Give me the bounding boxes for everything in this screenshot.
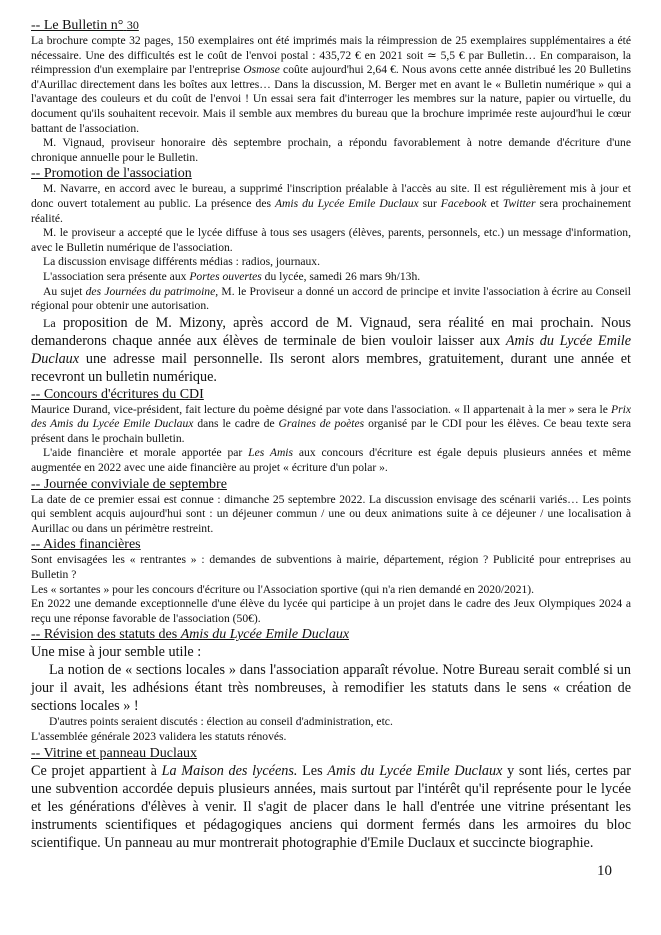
section-heading-aides: -- Aides financières	[31, 537, 141, 553]
document-page	[31, 16, 631, 852]
section-heading-concours: -- Concours d'écritures du CDI	[31, 386, 204, 402]
heading-text: -- Le Bulletin n°	[31, 18, 124, 33]
paragraph: Ce projet appartient à La Maison des lycéens. Les Amis du Lycée Emile Duclaux y sont liés, certes par une subvention accordée depuis plusieurs années, mais surtout par l'intérêt qu'il représente pour le lycée et les générations d'élèves à venir. Il s'agit de placer dans le hall d'entrée une vitrine présentant les instruments scientifiques et pédagogiques anciens qui dorment fermés dans les armoires du bloc scientifique. Un panneau au mur montrerait photographie d'Emile Duclaux et succincte biographie.	[31, 762, 631, 851]
paragraph: Sont envisagées les « rentrantes » : demandes de subventions à mairie, département, région ? Publicité pour entreprises au Bulletin ?	[31, 553, 631, 582]
paragraph: L'assemblée générale 2023 validera les statuts rénovés.	[31, 730, 287, 743]
paragraph: M. le proviseur a accepté que le lycée diffuse à tous ses usagers (élèves, parents, personnels, etc.) un message d'information, avec le Bulletin numérique de l'association.	[31, 226, 631, 254]
paragraph: D'autres points seraient discutés : élection au conseil d'administration, etc.	[49, 715, 393, 729]
section-heading-promotion: -- Promotion de l'association	[31, 166, 192, 182]
paragraph: L'aide financière et morale apportée par Les Amis aux concours d'écriture est égale depuis plusieurs années et même augmentée en 2022 avec une aide financière au projet « écriture d'un polar ».	[31, 446, 631, 475]
paragraph: En 2022 une demande exceptionnelle d'une élève du lycée qui participe à un projet dans le cadre des Jeux Olympiques 2024 a reçu une réponse favorable de l'association (50€).	[31, 597, 631, 625]
paragraph: La proposition de M. Mizony, après accord de M. Vignaud, sera réalité en mai prochain. Nous demanderons chaque année aux élèves de terminale de bien vouloir laisser aux Amis du Lycée Emile Duclaux une adresse mail personnelle. Ils seront alors membres, gratuitement, durant une année et recevront un bulletin numérique.	[31, 314, 631, 385]
paragraph: Au sujet des Journées du patrimoine, M. le Proviseur a donné un accord de principe et invite l'association à écrire au Conseil régional pour obtenir une autorisation.	[31, 284, 631, 313]
paragraph: M. Vignaud, proviseur honoraire dès septembre prochain, a répondu favorablement à notre demande d'écriture d'une chronique annuelle pour le Bulletin.	[31, 136, 631, 164]
section-heading-bulletin	[31, 17, 631, 34]
paragraph: L'association sera présente aux Portes ouvertes du lycée, samedi 26 mars 9h/13h.	[43, 269, 421, 283]
paragraph: M. Navarre, en accord avec le bureau, a supprimé l'inscription préalable à l'accès au site. Il est régulièrement mis à jour et donc ouvert totalement au public. La présence des Amis du Lycée Emile Duclaux sur Facebook et Twitter sera prochainement réalité.	[31, 182, 631, 225]
paragraph: La date de ce premier essai est connue : dimanche 25 septembre 2022. La discussion envisage des scénarii variés… Les points qui semblent acquis aujourd'hui sont : un déjeuner commun / une ou deux animations suite à ce déjeuner / une localisation à Aurillac ou dans un périmètre restreint.	[31, 492, 631, 535]
paragraph: La brochure compte 32 pages, 150 exemplaires ont été imprimés mais la réimpression de 25 exemplaires supplémentaires a été nécessaire. Une des difficultés est le coût de l'envoi postal : 435,72 € en 2021 soit ≃ 5,5 € par Bulletin… En comparaison, la réimpression d'un exemplaire par l'entreprise Osmose coûte aujourd'hui 2,64 €. Nous avons cette année distribué les 20 Bulletins d'Aurillac directement dans les boîtes aux lettres… Dans la discussion, M. Berger met en avant le « Bulletin numérique » qui a l'avantage des couleurs et du coût de l'envoi ! Un essai sera fait d'interroger les membres sur la nature, papier ou virtuelle, du document qu'ils souhaitent recevoir. Mais il semble aux membres du bureau que la brochure imprimée reste aujourd'hui le cœur battant de l'association.	[31, 34, 631, 135]
paragraph: Maurice Durand, vice-président, fait lecture du poème désigné par vote dans l'association. « Il appartenait à la mer » sera le Prix des Amis du Lycée Emile Duclaux dans le cadre de Graines de poètes organisé par le CDI pour les élèves. Ce beau texte sera présent dans le prochain bulletin.	[31, 402, 632, 445]
paragraph: La discussion envisage différents médias : radios, journaux.	[43, 255, 321, 269]
section-heading-journee: -- Journée conviviale de septembre	[31, 476, 227, 492]
bulletin-number: 30	[126, 18, 139, 32]
paragraph: La notion de « sections locales » dans l'association apparaît révolue. Notre Bureau serait comblé si un jour il avait, les adhésions étant très nombreuses, à remodifier les statuts dans le sens « création de sections locales » !	[31, 662, 631, 715]
section-heading-revision: -- Révision des statuts des Amis du Lycée Emile Duclaux	[31, 627, 350, 643]
section-heading-vitrine: -- Vitrine et panneau Duclaux	[31, 745, 198, 761]
paragraph: Une mise à jour semble utile :	[31, 644, 202, 661]
paragraph: Les « sortantes » pour les concours d'écriture ou l'Association sportive (qui n'a rien demandé en 2020/2021).	[31, 582, 535, 596]
page-number: 10	[597, 863, 612, 879]
